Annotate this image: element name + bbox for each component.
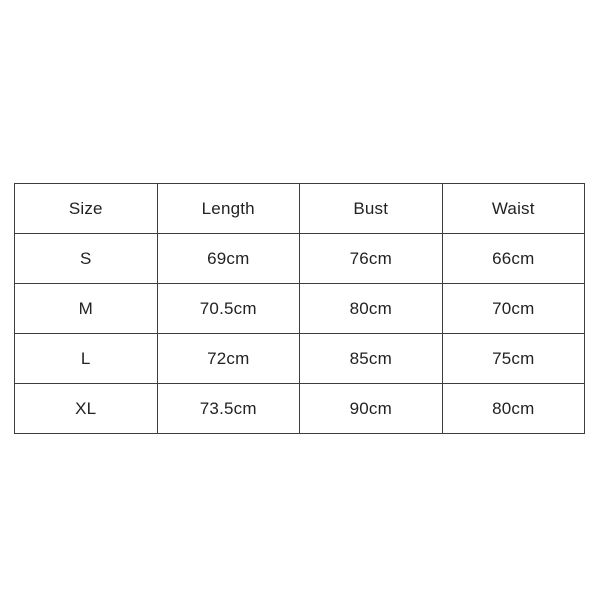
cell-size: S (15, 234, 158, 284)
cell-bust: 90cm (300, 384, 443, 434)
column-header-length: Length (157, 184, 300, 234)
column-header-size: Size (15, 184, 158, 234)
column-header-waist: Waist (442, 184, 585, 234)
cell-length: 69cm (157, 234, 300, 284)
cell-bust: 76cm (300, 234, 443, 284)
cell-bust: 80cm (300, 284, 443, 334)
table-row-l (15, 334, 585, 384)
cell-size: XL (15, 384, 158, 434)
table-header-row (15, 184, 585, 234)
size-chart-table (14, 183, 585, 434)
column-header-bust: Bust (300, 184, 443, 234)
cell-waist: 66cm (442, 234, 585, 284)
cell-waist: 80cm (442, 384, 585, 434)
cell-bust: 85cm (300, 334, 443, 384)
cell-length: 73.5cm (157, 384, 300, 434)
cell-waist: 70cm (442, 284, 585, 334)
cell-length: 70.5cm (157, 284, 300, 334)
cell-size: M (15, 284, 158, 334)
cell-size: L (15, 334, 158, 384)
table-row-s (15, 234, 585, 284)
cell-waist: 75cm (442, 334, 585, 384)
table-row-xl (15, 384, 585, 434)
cell-length: 72cm (157, 334, 300, 384)
table-row-m (15, 284, 585, 334)
